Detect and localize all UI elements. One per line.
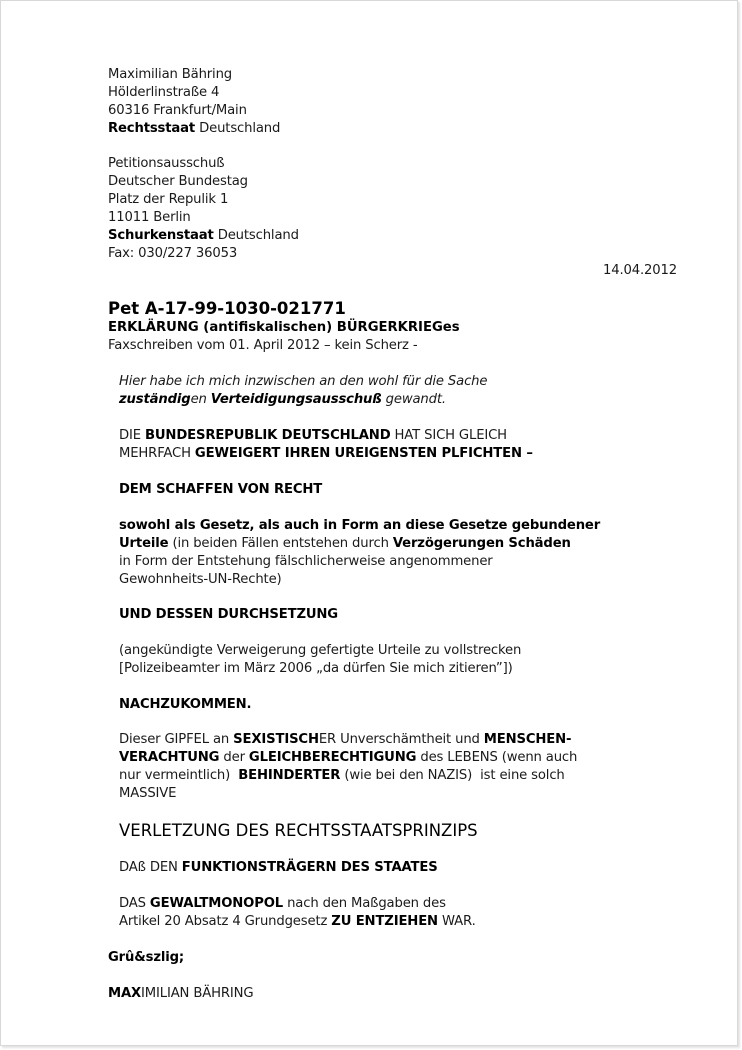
recipient-fax: Fax: 030/227 36053 bbox=[108, 246, 238, 261]
signature bbox=[108, 985, 253, 1003]
text: WAR. bbox=[437, 914, 476, 929]
sender-country-rest: Deutschland bbox=[195, 121, 281, 136]
text: gewandt. bbox=[381, 392, 446, 407]
sender-country-bold: Rechtsstaat bbox=[108, 121, 196, 136]
signature-rest: IMILIAN BÄHRING bbox=[141, 986, 254, 1001]
text: MEHRFACH bbox=[119, 446, 195, 461]
paragraph-line: sowohl als Gesetz, als auch in Form an diese Gesetze gebundener bbox=[119, 518, 601, 533]
paragraph-line bbox=[119, 859, 438, 877]
text: nach den Maßgaben des bbox=[283, 896, 446, 911]
emphasis: zuständig bbox=[119, 392, 191, 407]
paragraph-line bbox=[119, 445, 533, 463]
emphasis: BEHINDERTER bbox=[238, 768, 341, 783]
paragraph-line bbox=[119, 767, 577, 785]
paragraph-refusal bbox=[119, 427, 533, 463]
letter-date: 14.04.2012 bbox=[602, 263, 677, 278]
text: der bbox=[219, 750, 249, 765]
paragraph-line bbox=[119, 895, 476, 913]
emphasis: BUNDESREPUBLIK DEUTSCHLAND bbox=[144, 428, 391, 443]
recipient-line: Platz der Repulik 1 bbox=[108, 192, 229, 207]
emphasis: MENSCHEN- bbox=[483, 732, 572, 747]
sender-street: Hölderlinstraße 4 bbox=[108, 85, 220, 100]
paragraph-line: Gewohnheits-UN-Rechte) bbox=[119, 572, 282, 587]
emphasis: GEWALTMONOPOL bbox=[149, 896, 284, 911]
recipient-address bbox=[108, 155, 299, 263]
text: des LEBENS (wenn auch bbox=[416, 750, 578, 765]
recipient-line: 11011 Berlin bbox=[108, 210, 191, 225]
text: (in beiden Fällen entstehen durch bbox=[168, 536, 393, 551]
emphasis: FUNKTIONSTRÄGERN DES STAATES bbox=[181, 860, 438, 875]
text: Dieser GIPFEL an bbox=[119, 732, 234, 747]
paragraph-line: in Form der Entstehung fälschlicherweise angenommener bbox=[119, 554, 493, 569]
sender-country bbox=[108, 120, 280, 138]
paragraph-line: MASSIVE bbox=[119, 786, 177, 801]
emphasis: Verteidigungsausschuß bbox=[210, 392, 382, 407]
heading-durchsetzung: UND DESSEN DURCHSETZUNG bbox=[119, 607, 338, 622]
heading-schaffen: DEM SCHAFFEN VON RECHT bbox=[119, 482, 323, 497]
fax-note: Faxschreiben vom 01. April 2012 – kein Scherz - bbox=[108, 338, 418, 353]
recipient-country-rest: Deutschland bbox=[213, 228, 299, 243]
petition-reference: Pet A-17-99-1030-021771 bbox=[108, 299, 346, 318]
emphasis: GLEICHBERECHTIGUNG bbox=[248, 750, 417, 765]
text: DAS bbox=[119, 896, 150, 911]
text: nur vermeintlich) bbox=[119, 768, 239, 783]
emphasis: VERACHTUNG bbox=[119, 750, 220, 765]
note-line: Hier habe ich mich inzwischen an den wohl für die Sache bbox=[119, 374, 488, 389]
sender-city: 60316 Frankfurt/Main bbox=[108, 103, 247, 118]
recipient-line: Petitionsausschuß bbox=[108, 156, 225, 171]
paragraph-gipfel bbox=[119, 731, 577, 803]
recipient-country bbox=[108, 227, 299, 245]
recipient-country-bold: Schurkenstaat bbox=[108, 228, 214, 243]
emphasis: SEXISTISCH bbox=[233, 732, 319, 747]
emphasis: Urteile bbox=[119, 536, 169, 551]
heading-verletzung: VERLETZUNG DES RECHTSSTAATSPRINZIPS bbox=[119, 821, 478, 840]
paragraph-line bbox=[119, 731, 577, 749]
text: DIE bbox=[119, 428, 145, 443]
paragraph-gewaltmonopol bbox=[119, 895, 476, 931]
paragraph-gesetz bbox=[119, 517, 600, 589]
recipient-line: Deutscher Bundestag bbox=[108, 174, 248, 189]
paragraph-line bbox=[119, 535, 600, 553]
paragraph-line bbox=[119, 749, 577, 767]
text: (wie bei den NAZIS) ist eine solch bbox=[340, 768, 565, 783]
paragraph-line: [Polizeibeamter im März 2006 „da dürfen Sie mich zitieren”]) bbox=[119, 661, 513, 676]
note-line bbox=[119, 391, 487, 409]
text: en bbox=[190, 392, 211, 407]
note-paragraph bbox=[119, 373, 487, 409]
sender-name: Maximilian Bähring bbox=[108, 67, 232, 82]
closing-greeting: Grû&szlig; bbox=[108, 950, 184, 965]
paragraph-verweigerung bbox=[119, 642, 521, 678]
paragraph-line: (angekündigte Verweigerung gefertigte Urteile zu vollstrecken bbox=[119, 643, 522, 658]
emphasis: GEWEIGERT IHREN UREIGENSTEN PLFICHTEN – bbox=[194, 446, 533, 461]
text: DAß DEN bbox=[119, 860, 182, 875]
text: Artikel 20 Absatz 4 Grundgesetz bbox=[119, 914, 332, 929]
paragraph-funktionstraeger bbox=[119, 859, 438, 877]
signature-bold: MAX bbox=[108, 986, 142, 1001]
emphasis: Verzögerungen Schäden bbox=[392, 536, 571, 551]
paragraph-line bbox=[119, 913, 476, 931]
paragraph-line bbox=[119, 427, 533, 445]
emphasis: ZU ENTZIEHEN bbox=[331, 914, 438, 929]
subject-title: ERKLÄRUNG (antifiskalischen) BÜRGERKRIEGes bbox=[108, 320, 460, 335]
heading-nachzukommen: NACHZUKOMMEN. bbox=[119, 697, 252, 712]
sender-address bbox=[108, 66, 280, 138]
text: HAT SICH GLEICH bbox=[390, 428, 507, 443]
text: ER Unverschämtheit und bbox=[318, 732, 484, 747]
